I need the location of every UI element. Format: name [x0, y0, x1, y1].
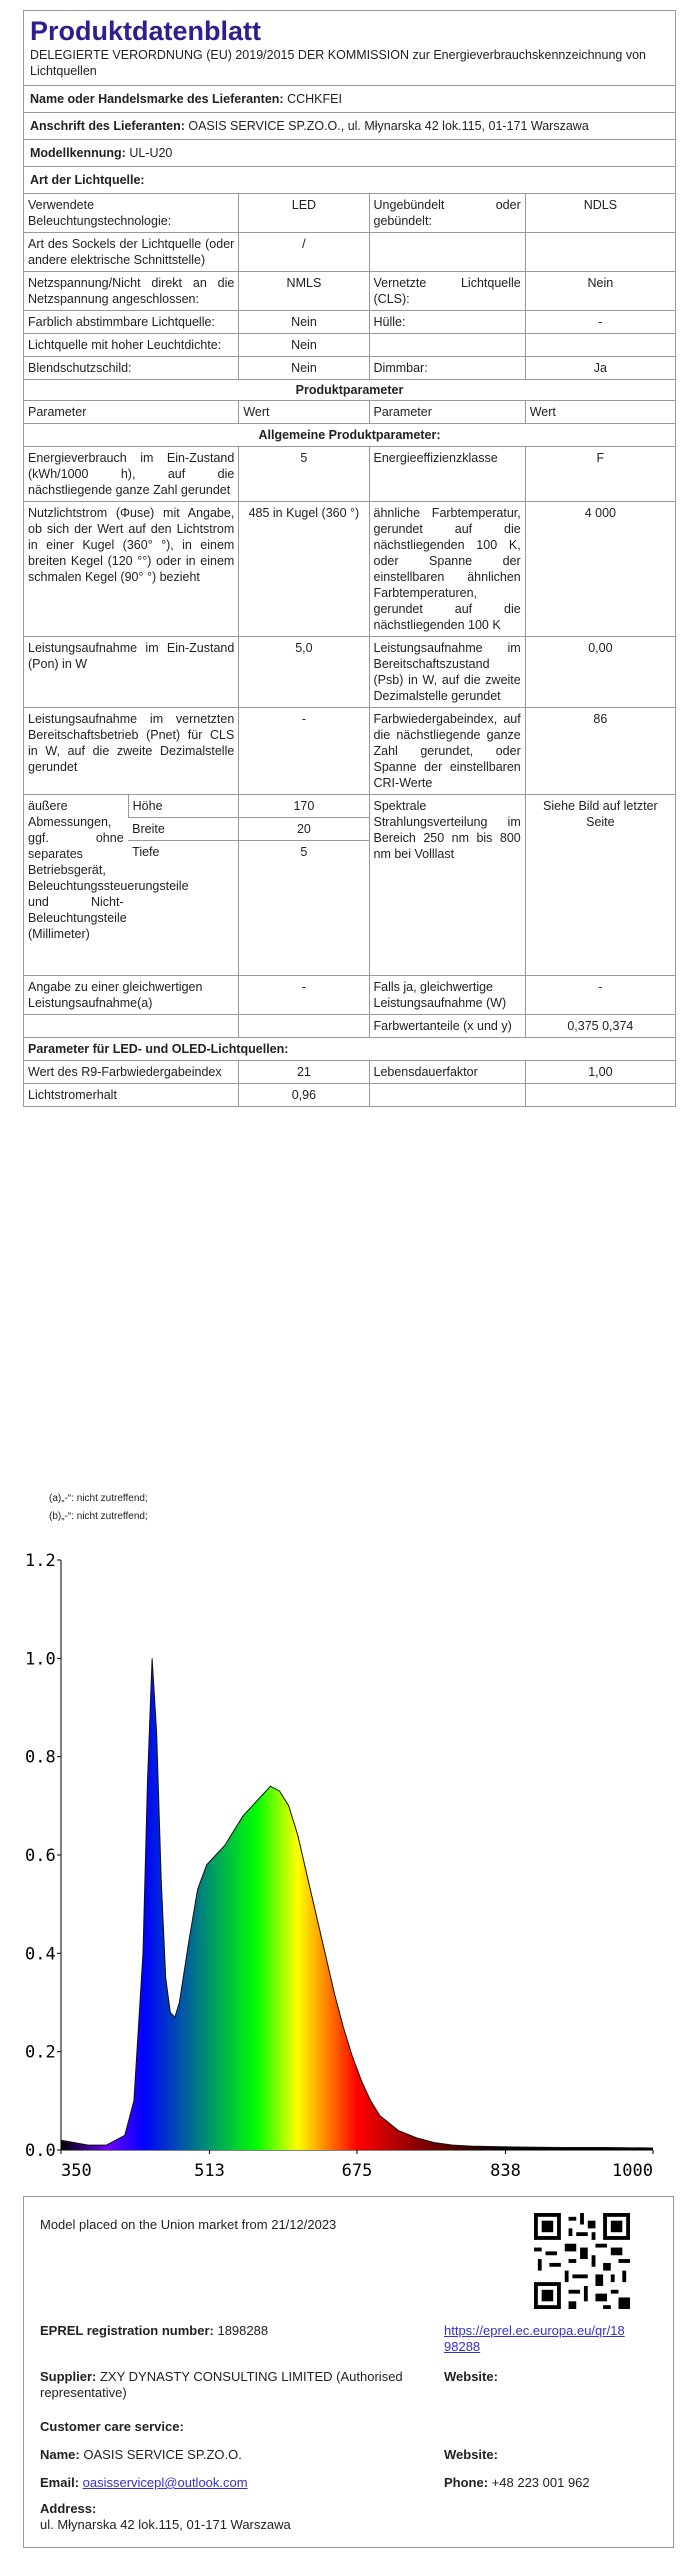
type-param-value: /	[239, 233, 369, 272]
y-tick-label: 0.0	[25, 2141, 56, 2161]
type-param-label	[369, 233, 525, 272]
param-table	[24, 400, 675, 1106]
email-row	[40, 2475, 248, 2491]
type-param-value	[525, 334, 675, 357]
market-date: Model placed on the Union market from 21/12/2023	[40, 2217, 337, 2232]
supplier-label: Supplier:	[40, 2369, 97, 2384]
type-param-value: Nein	[239, 311, 369, 334]
supplier-value-cont: representative)	[40, 2385, 127, 2400]
type-param-value: NDLS	[525, 194, 675, 233]
y-tick-label: 0.2	[25, 2042, 56, 2063]
r9-value: 21	[239, 1061, 369, 1084]
spectrum-svg	[23, 1540, 674, 2190]
type-param-label: Ungebündelt oder gebündelt:	[369, 194, 525, 233]
supplier-name-value: CCHKFEI	[287, 92, 342, 106]
regulation-subtitle: DELEGIERTE VERORDNUNG (EU) 2019/2015 DER KOMMISSION zur Energieverbrauchskennzeichnung von Lichtquellen	[30, 48, 646, 78]
table-row	[24, 357, 675, 380]
eprel-link-part1[interactable]: https://eprel.ec.europa.eu/qr/18	[444, 2323, 625, 2338]
address-label: Address:	[40, 2501, 97, 2516]
supplier-name-label: Name oder Handelsmarke des Lieferanten:	[30, 92, 284, 106]
name-label: Name:	[40, 2447, 80, 2462]
qr-code-icon	[534, 2213, 630, 2309]
r9-label: Wert des R9-Farbwiedergabeindex	[24, 1061, 239, 1084]
supplier-row	[40, 2369, 420, 2401]
empty-cell	[24, 1015, 239, 1038]
table-row	[24, 334, 675, 357]
type-param-label: Farblich abstimmbare Lichtquelle:	[24, 311, 239, 334]
spectral-label: Spektrale Strahlungsverteilung im Bereich 250 nm bis 800 nm bei Volllast	[369, 795, 525, 976]
maintenance-value: 0,96	[239, 1084, 369, 1107]
chromaticity-value: 0,375 0,374	[525, 1015, 675, 1038]
x-tick-label: 675	[341, 2161, 373, 2181]
dim-key: Breite	[128, 818, 239, 841]
email-link[interactable]: oasisservicepl@outlook.com	[82, 2475, 248, 2490]
customer-care-label: Customer care service:	[40, 2419, 184, 2434]
produktparameter-heading: Produktparameter	[24, 379, 675, 400]
empty-cell	[369, 1084, 525, 1107]
type-table	[24, 193, 675, 379]
name-row	[40, 2447, 242, 2463]
type-param-value: Ja	[525, 357, 675, 380]
param-label: Leistungsaufnahme im Ein-Zustand (Pon) in W	[24, 637, 239, 708]
ifyes-label: Falls ja, gleichwertige Leistungsaufnahme (W)	[369, 976, 525, 1015]
phone-row	[444, 2475, 590, 2491]
phone-value: +48 223 001 962	[491, 2475, 590, 2490]
equiv-value: -	[239, 976, 369, 1015]
eprel-row	[40, 2323, 268, 2339]
type-param-value: Nein	[239, 334, 369, 357]
footnote-b: (b)„-“: nicht zutreffend;	[49, 1511, 148, 1522]
x-tick-label: 838	[490, 2161, 521, 2181]
equiv-label: Angabe zu einer gleichwertigen Leistungsaufnahme(a)	[24, 976, 239, 1015]
type-param-label: Dimmbar:	[369, 357, 525, 380]
chromaticity-label: Farbwertanteile (x und y)	[369, 1015, 525, 1038]
table-row	[24, 311, 675, 334]
lifetime-value: 1,00	[525, 1061, 675, 1084]
param-value: 0,00	[525, 637, 675, 708]
dim-value: 170	[239, 795, 369, 818]
ifyes-value: -	[525, 976, 675, 1015]
page-title: Produktdatenblatt	[30, 16, 262, 46]
type-param-value: -	[525, 311, 675, 334]
address-value: ul. Młynarska 42 lok.115, 01-171 Warszawa	[40, 2517, 291, 2532]
model-row	[24, 139, 675, 166]
table-row	[24, 233, 675, 272]
empty-cell	[239, 1015, 369, 1038]
param-value: 5	[239, 447, 369, 502]
y-tick-label: 0.8	[25, 1747, 56, 1768]
model-value: UL-U20	[129, 146, 173, 160]
allgemeine-heading: Allgemeine Produktparameter:	[24, 424, 675, 447]
y-tick-label: 1.0	[25, 1649, 56, 1670]
x-tick-label: 350	[61, 2161, 92, 2181]
supplier-address-value: OASIS SERVICE SP.ZO.O., ul. Młynarska 42 lok.115, 01-171 Warszawa	[188, 119, 589, 133]
param-value: F	[525, 447, 675, 502]
param-label: ähnliche Farbtemperatur, gerundet auf die nächstliegenden 100 K, oder Spanne der einstellbaren ähnlichen Farbtemperaturen, gerundet auf die nächstliegenden 100 K	[369, 502, 525, 637]
name-value: OASIS SERVICE SP.ZO.O.	[83, 2447, 242, 2462]
lightsource-type-heading: Art der Lichtquelle:	[24, 166, 675, 193]
type-param-value: NMLS	[239, 272, 369, 311]
param-value: -	[239, 708, 369, 795]
website-label: Website:	[444, 2369, 498, 2384]
param-value: 485 in Kugel (360 °)	[239, 502, 369, 637]
data-sheet	[23, 10, 676, 1107]
type-param-label: Lichtquelle mit hoher Leuchtdichte:	[24, 334, 239, 357]
empty-cell	[525, 1084, 675, 1107]
y-tick-label: 0.4	[25, 1944, 56, 1965]
dim-value: 5	[239, 841, 369, 976]
param-label: Leistungsaufnahme im vernetzten Bereitschaftsbetrieb (Pnet) für CLS in W, auf die zweite Dezimalstelle gerundet	[24, 708, 239, 795]
type-param-label: Hülle:	[369, 311, 525, 334]
supplier-address-row	[24, 112, 675, 139]
table-row	[24, 637, 675, 708]
x-tick-label: 513	[194, 2161, 225, 2181]
footnotes	[23, 1490, 674, 1526]
table-row	[24, 194, 675, 233]
model-label: Modellkennung:	[30, 146, 126, 160]
y-tick-label: 1.2	[25, 1551, 56, 1571]
supplier-name-row	[24, 85, 675, 112]
lifetime-label: Lebensdauerfaktor	[369, 1061, 525, 1084]
eprel-value: 1898288	[217, 2323, 269, 2338]
type-param-value: LED	[239, 194, 369, 233]
type-param-value: Nein	[525, 272, 675, 311]
param-value: 5,0	[239, 637, 369, 708]
type-param-value	[525, 233, 675, 272]
eprel-link[interactable]	[444, 2323, 625, 2355]
dim-key: Höhe	[128, 795, 239, 818]
address-row	[40, 2501, 291, 2533]
dim-key: Tiefe	[128, 841, 239, 976]
param-label: Energieeffizienzklasse	[369, 447, 525, 502]
col-header-wert: Wert	[239, 401, 369, 424]
col-header-wert-2: Wert	[525, 401, 675, 424]
type-param-label: Art des Sockels der Lichtquelle (oder andere elektrische Schnittstelle)	[24, 233, 239, 272]
maintenance-label: Lichtstromerhalt	[24, 1084, 239, 1107]
website2-label: Website:	[444, 2447, 498, 2462]
param-label: Farbwiedergabeindex, auf die nächstliegende ganze Zahl gerundet, oder Spanne der einstellbaren CRI-Werte	[369, 708, 525, 795]
param-value: 4 000	[525, 502, 675, 637]
param-label: Leistungsaufnahme im Bereitschaftszustand (Psb) in W, auf die zweite Dezimalstelle gerundet	[369, 637, 525, 708]
table-row	[24, 708, 675, 795]
type-param-label: Netzspannung/Nicht direkt an die Netzspannung angeschlossen:	[24, 272, 239, 311]
supplier-value: ZXY DYNASTY CONSULTING LIMITED (Authorised	[99, 2369, 403, 2384]
eprel-link-part2[interactable]: 98288	[444, 2339, 481, 2354]
eprel-info-box	[23, 2196, 674, 2548]
x-tick-label: 1000	[612, 2161, 653, 2181]
table-row	[24, 502, 675, 637]
table-row	[24, 447, 675, 502]
type-param-label: Verwendete Beleuchtungstechnologie:	[24, 194, 239, 233]
col-header-param: Parameter	[24, 401, 239, 424]
col-header-param-2: Parameter	[369, 401, 525, 424]
table-row	[24, 272, 675, 311]
type-param-label: Blendschutzschild:	[24, 357, 239, 380]
param-label: Energieverbrauch im Ein-Zustand (kWh/1000 h), auf die nächstliegende ganze Zahl gerundet	[24, 447, 239, 502]
supplier-address-label: Anschrift des Lieferanten:	[30, 119, 185, 133]
type-param-value: Nein	[239, 357, 369, 380]
email-label: Email:	[40, 2475, 80, 2490]
dim-value: 20	[239, 818, 369, 841]
param-label: Nutzlichtstrom (Φuse) mit Angabe, ob sich der Wert auf den Lichtstrom in einer Kugel (360° °), in einem breiten Kegel (120 °°) oder in einem schmalen Kegel (90° °) bezieht	[24, 502, 239, 637]
led-params-heading: Parameter für LED- und OLED-Lichtquellen:	[24, 1038, 675, 1061]
eprel-label: EPREL registration number:	[40, 2323, 214, 2338]
type-param-label: Vernetzte Lichtquelle (CLS):	[369, 272, 525, 311]
spectrum-chart	[23, 1540, 674, 2190]
footnote-a: (a)„-“: nicht zutreffend;	[49, 1493, 148, 1504]
type-param-label	[369, 334, 525, 357]
phone-label: Phone:	[444, 2475, 489, 2490]
dimensions-label: äußere Abmessungen, ggf. ohne separates Betriebsgerät, Beleuchtungssteuerungsteile und Nicht-Beleuchtungsteile (Millimeter)	[24, 795, 128, 976]
spectral-value: Siehe Bild auf letzter Seite	[525, 795, 675, 976]
param-value: 86	[525, 708, 675, 795]
y-tick-label: 0.6	[25, 1846, 56, 1866]
